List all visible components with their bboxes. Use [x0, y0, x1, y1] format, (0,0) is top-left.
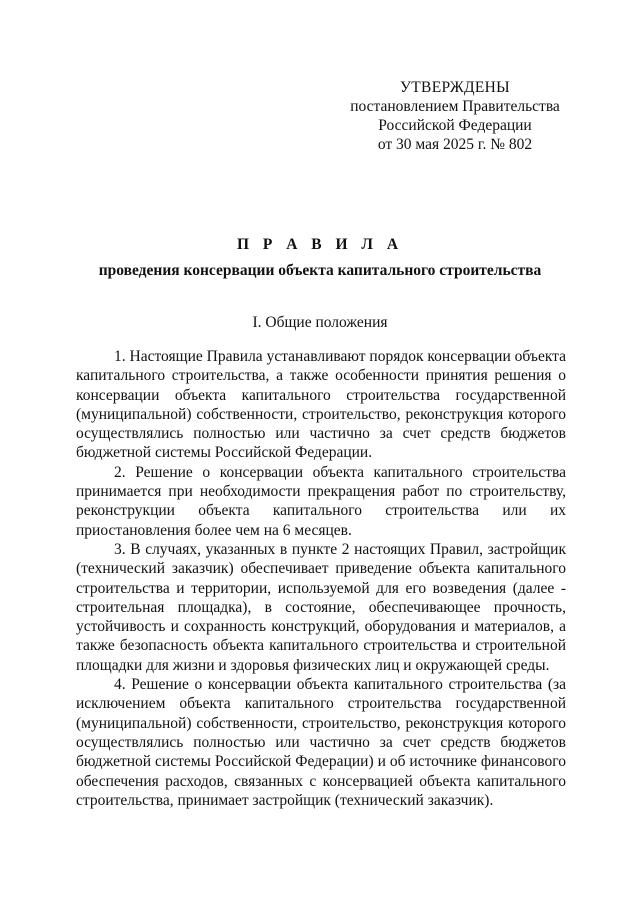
approval-stamp — [340, 78, 570, 154]
paragraph-2: 2. Решение о консервации объекта капитального строительства принимается при необходимости прекращения работ по строительству, реконструкции объекта капитального строительства или их приостановления более чем на 6 месяцев. — [76, 463, 566, 539]
approval-title: УТВЕРЖДЕНЫ — [400, 79, 510, 96]
approval-line-3: от 30 мая 2025 г. № 802 — [377, 136, 533, 153]
approval-line-1: постановлением Правительства — [350, 98, 560, 115]
document-subtitle: проведения консервации объекта капитального строительства — [98, 262, 542, 279]
paragraph-4: 4. Решение о консервации объекта капитального строительства (за исключением объекта капитального строительства государственной (муниципальной) собственности, строительство, реконструкция которого осуществлялись полностью или частично за счет средств бюджетов бюджетной системы Российской Федерации) и об источнике финансового обеспечения расходов, связанных с консервацией объекта капитального строительства, принимает застройщик (технический заказчик). — [76, 676, 566, 809]
approval-line-2: Российской Федерации — [378, 117, 532, 134]
document-body — [76, 347, 566, 810]
paragraph-1: 1. Настоящие Правила устанавливают порядок консервации объекта капитального строительства, а также особенности принятия решения о консервации объекта капитального строительства государственной (муниципальной) собственности, строительство, реконструкция которого осуществлялись полностью или частично за счет средств бюджетов бюджетной системы Российской Федерации. — [76, 348, 566, 462]
document-title: П Р А В И Л А — [236, 236, 404, 253]
paragraph-3: 3. В случаях, указанных в пункте 2 настоящих Правил, застройщик (технический заказчик) обеспечивает приведение объекта капитального строительства и территории, используемой для его возведения (далее - строительная площадка), в состояние, обеспечивающее прочность, устойчивость и сохранность конструкций, оборудования и материалов, а также безопасность объекта капитального строительства и строительной площадки для жизни и здоровья физических лиц и окружающей среды. — [76, 540, 566, 674]
section-title: I. Общие положения — [252, 314, 388, 331]
